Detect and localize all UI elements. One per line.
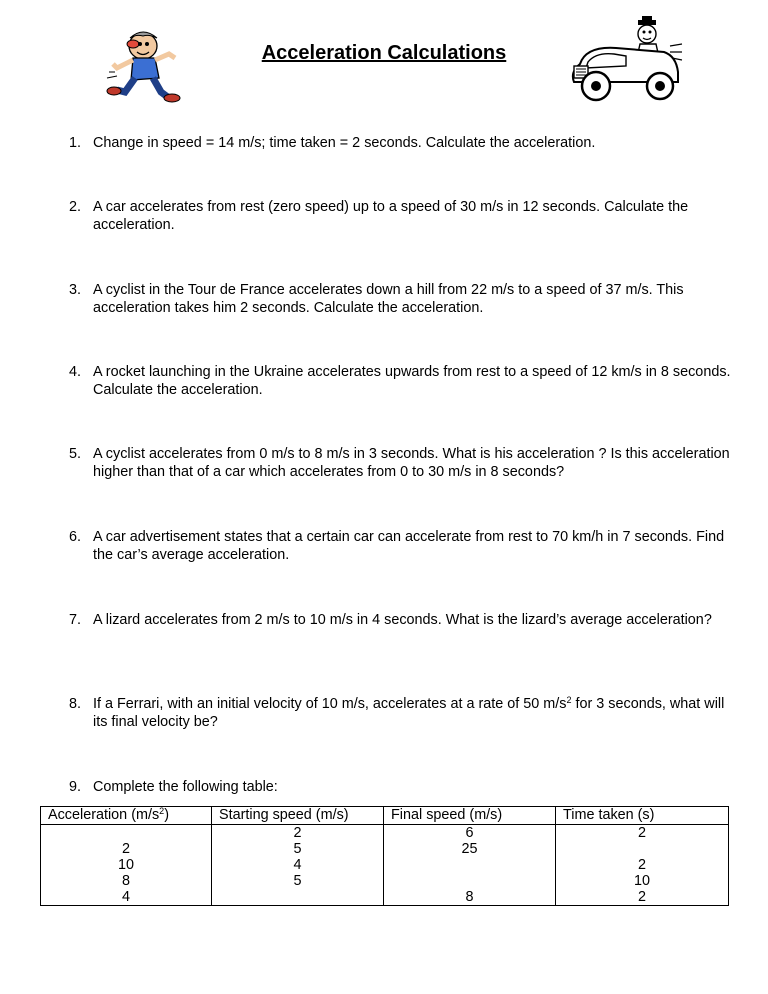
- table-cell: 5: [212, 841, 384, 857]
- question-text: A lizard accelerates from 2 m/s to 10 m/s in 4 seconds. What is the lizard’s average acceleration?: [93, 612, 712, 628]
- table-header-cell: Starting speed (m/s): [212, 807, 384, 825]
- question-number: 4.: [69, 364, 82, 380]
- page-title: Acceleration Calculations: [261, 42, 507, 64]
- question-number: 8.: [69, 696, 82, 712]
- table-header-cell: Acceleration $(m/s^2)$: [41, 807, 212, 825]
- table-row: [41, 889, 729, 906]
- table-cell: 6: [384, 825, 556, 842]
- table-cell: 8: [384, 889, 556, 906]
- running-man-clipart-icon: [103, 28, 187, 104]
- question-text: Complete the following table:: [93, 779, 278, 795]
- table-header-cell: Time taken (s): [556, 807, 729, 825]
- table-cell: [384, 857, 556, 873]
- question-text: A cyclist accelerates from 0 m/s to 8 m/s in 3 seconds. What is his acceleration ? Is this acceleration higher than that of a car which accelerates from 0 to 30 m/s in 8 seconds?: [93, 446, 730, 480]
- question-number: 5.: [69, 446, 82, 462]
- question-text: If a Ferrari, with an initial velocity of 10 m/s, accelerates at a rate of 50 $m/s^2$ for 3 seconds, what will its final velocity be?: [93, 695, 725, 730]
- superscript: 2: [566, 695, 572, 705]
- table-cell: 4: [41, 889, 212, 906]
- question-text: Change in speed = 14 m/s; time taken = 2 seconds. Calculate the acceleration.: [93, 135, 596, 151]
- question-text: A car accelerates from rest (zero speed) up to a speed of 30 m/s in 12 seconds. Calculate the acceleration.: [93, 199, 689, 233]
- superscript: 2: [159, 806, 165, 816]
- question-number: 1.: [69, 135, 82, 151]
- table-cell: [212, 889, 384, 906]
- table-cell: 2: [556, 889, 729, 906]
- table-cell: 10: [41, 857, 212, 873]
- man-in-car-clipart-icon: [566, 16, 684, 106]
- table-row: [41, 857, 729, 873]
- table-row: [41, 873, 729, 889]
- question-number: 6.: [69, 529, 82, 545]
- question-text: A rocket launching in the Ukraine accelerates upwards from rest to a speed of 12 km/s in 8 seconds. Calculate the acceleration.: [93, 364, 731, 398]
- table-row: [41, 825, 729, 842]
- table-cell: 25: [384, 841, 556, 857]
- question-text: A cyclist in the Tour de France accelerates down a hill from 22 m/s to a speed of 37 m/s. This acceleration takes him 2 seconds. Calculate the acceleration.: [93, 282, 684, 316]
- table-cell: 8: [41, 873, 212, 889]
- table-row: [41, 841, 729, 857]
- table-cell: 4: [212, 857, 384, 873]
- table-cell: 2: [212, 825, 384, 842]
- table-cell: [41, 825, 212, 842]
- table-cell: 2: [41, 841, 212, 857]
- question-text: A car advertisement states that a certain car can accelerate from rest to 70 km/h in 7 seconds. Find the car’s average acceleration.: [93, 529, 725, 563]
- acceleration-table: [40, 806, 729, 906]
- table-header-row: [41, 807, 729, 825]
- table-cell: 10: [556, 873, 729, 889]
- question-number: 9.: [69, 779, 82, 795]
- question-number: 3.: [69, 282, 82, 298]
- question-number: 2.: [69, 199, 82, 215]
- question-number: 7.: [69, 612, 82, 628]
- table-cell: [384, 873, 556, 889]
- table-cell: 2: [556, 857, 729, 873]
- table-cell: [556, 841, 729, 857]
- table-header-cell: Final speed (m/s): [384, 807, 556, 825]
- table-cell: 2: [556, 825, 729, 842]
- table-cell: 5: [212, 873, 384, 889]
